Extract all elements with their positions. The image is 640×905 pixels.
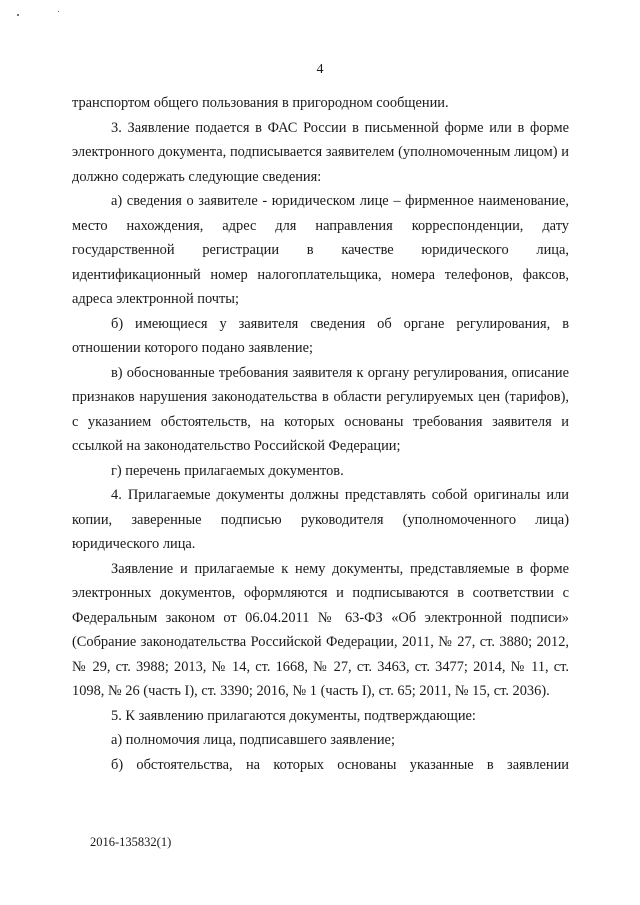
paragraph-item-5-b: б) обстоятельства, на которых основаны указанные в заявлении [111,756,569,773]
paragraph-item-4: 4. Прилагаемые документы должны представлять собой оригиналы или копии, заверенные подписью руководителя (уполномоченного лица) юридического лица. [72,487,569,552]
document-body [72,91,569,777]
scan-speck [58,11,59,12]
paragraph-subitem-v: в) обоснованные требования заявителя к органу регулирования, описание признаков нарушения законодательства в области регулируемых цен (тарифов), с указанием обстоятельств, на которых основаны требования заявителя и ссылкой на законодательство Российской Федерации; [72,364,569,454]
paragraph-item-3: 3. Заявление подается в ФАС России в письменной форме или в форме электронного документа, подписывается заявителем (уполномоченным лицом) и должно содержать следующие сведения: [72,119,569,185]
paragraph-item-5: 5. К заявлению прилагаются документы, подтверждающие: [111,707,476,724]
paragraph-subitem-a: а) сведения о заявителе - юридическом лице – фирменное наименование, место нахождения, адрес для направления корреспонденции, дату государственной регистрации в качестве юридического лица, идентификационный номер налогоплательщика, номера телефонов, факсов, адреса электронной почты; [72,193,569,307]
scan-speck [17,14,19,16]
paragraph-subitem-b: б) имеющиеся у заявителя сведения об органе регулирования, в отношении которого подано заявление; [72,315,569,356]
paragraph-subitem-g: г) перечень прилагаемых документов. [111,462,344,479]
document-code: 2016-135832(1) [90,835,172,849]
paragraph-electronic-documents: Заявление и прилагаемые к нему документы, представляемые в форме электронных документов, оформляются и подписываются в соответствии с Федеральным законом от 06.04.2011 № 63-ФЗ «Об электронной подписи» (Собрание законодательства Российской Федерации, 2011, № 27, ст. 3880; 2012, № 29, ст. 3988; 2013, № 14, ст. 1668, № 27, ст. 3463, ст. 3477; 2014, № 11, ст. 1098, № 26 (часть I), ст. 3390; 2016, № 1 (часть I), ст. 65; 2011, № 15, ст. 2036). [72,560,569,699]
paragraph-item-5-a: а) полномочия лица, подписавшего заявление; [111,732,395,748]
paragraph-continuation: транспортом общего пользования в пригородном сообщении. [72,95,449,111]
page-number: 4 [316,62,324,77]
